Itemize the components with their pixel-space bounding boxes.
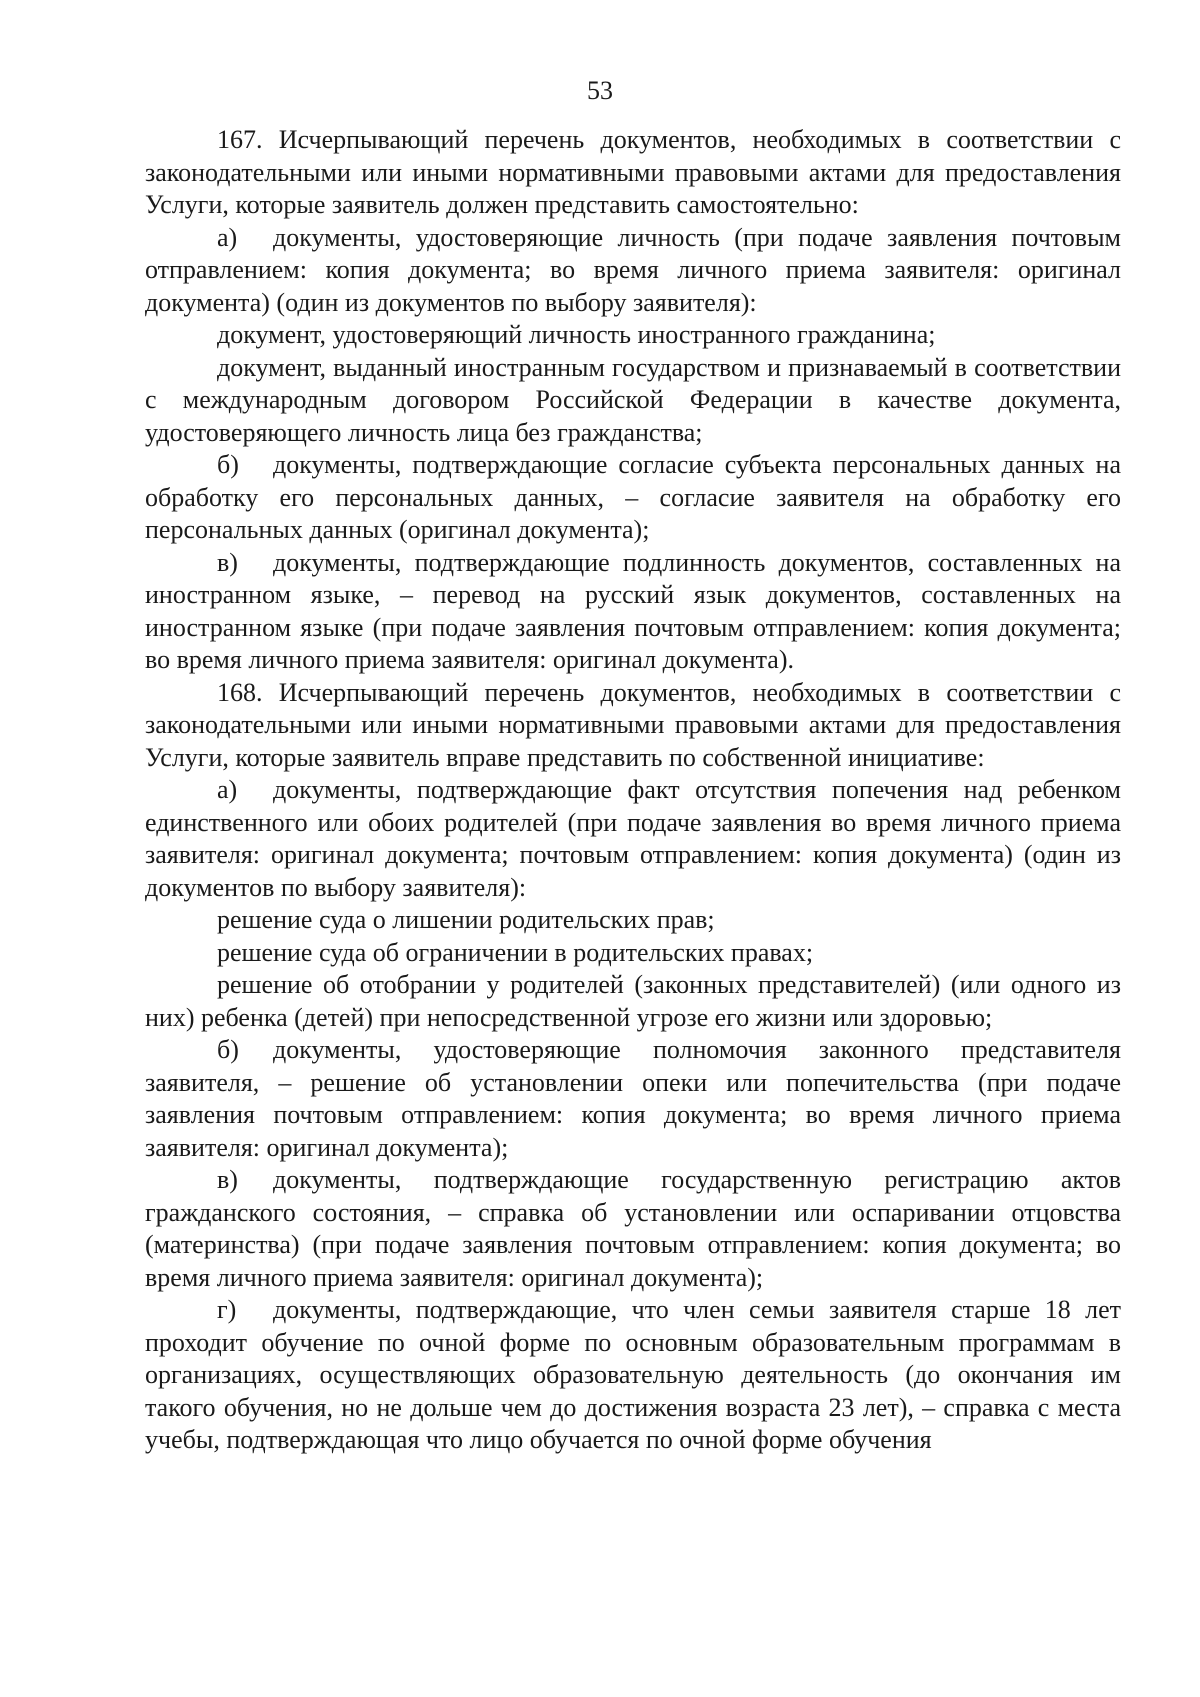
list-item-167-v (145, 547, 1121, 677)
list-item-text: документы, подтверждающие государственную регистрацию актов гражданского состояния, – справка об установлении или оспаривании отцовства (материнства) (при подаче заявления почтовым отправлением: копия документа; во время личного приема заявителя: оригинал документа); (145, 1165, 1121, 1292)
list-item-text: документы, подтверждающие факт отсутствия попечения над ребенком единственного или обоих родителей (при подаче заявления во время личного приема заявителя: оригинал документа; почтовым отправлением: копия документа) (один из документов по выбору заявителя): (145, 775, 1121, 902)
paragraph-foreign-id: документ, удостоверяющий личность иностранного гражданина; (217, 320, 936, 349)
list-item-167-a (145, 222, 1121, 320)
list-marker: б) (217, 450, 239, 479)
paragraph-removal-decision: решение об отобрании у родителей (законных представителей) (или одного из них) ребенка (детей) при непосредственной угрозе его жизни или здоровью; (145, 970, 1121, 1032)
list-marker: г) (217, 1295, 237, 1324)
page-number: 53 (587, 76, 613, 105)
list-item-text: документы, подтверждающие подлинность документов, составленных на иностранном языке, – перевод на русский язык документов, составленных на иностранном языке (при подаче заявления почтовым отправлением: копия документа; во время личного приема заявителя: оригинал документа). (145, 547, 1121, 674)
paragraph-court-deprivation: решение суда о лишении родительских прав; (217, 905, 715, 934)
list-item-167-b (145, 449, 1121, 547)
list-marker: в) (217, 1165, 238, 1194)
document-body (145, 124, 1121, 1457)
list-item-text: документы, удостоверяющие личность (при подаче заявления почтовым отправлением: копия документа; во время личного приема заявителя: оригинал документа) (один из документов по выбору заявителя): (145, 222, 1121, 317)
list-marker: а) (217, 775, 238, 804)
paragraph-stateless-id: документ, выданный иностранным государством и признаваемый в соответствии с международным договором Российской Федерации в качестве документа, удостоверяющего личность лица без гражданства; (145, 352, 1121, 447)
paragraph-court-restriction: решение суда об ограничении в родительских правах; (217, 937, 814, 967)
list-item-text: документы, подтверждающие, что член семьи заявителя старше 18 лет проходит обучение по очной форме по основным образовательным программам в организациях, осуществляющих образовательную деятельность (до окончания им такого обучения, но не дольше чем до достижения возраста 23 лет), – справка с места учебы, подтверждающая что лицо обучается по очной форме обучения (145, 1295, 1121, 1454)
list-item-text: документы, подтверждающие согласие субъекта персональных данных на обработку его персональных данных, – согласие заявителя на обработку его персональных данных (оригинал документа); (145, 450, 1121, 544)
list-item-168-g (145, 1294, 1121, 1457)
list-item-text: документы, удостоверяющие полномочия законного представителя заявителя, – решение об установлении опеки или попечительства (при подаче заявления почтовым отправлением: копия документа; во время личного приема заявителя: оригинал документа); (145, 1035, 1121, 1162)
list-item-168-v (145, 1164, 1121, 1294)
list-item-168-a (145, 774, 1121, 904)
list-marker: а) (217, 222, 238, 252)
list-marker: в) (217, 547, 238, 577)
list-marker: б) (217, 1035, 239, 1064)
paragraph-167-intro: 167. Исчерпывающий перечень документов, необходимых в соответствии с законодательными или иными нормативными правовыми актами для предоставления Услуги, которые заявитель должен представить самостоятельно: (145, 125, 1121, 219)
list-item-168-b (145, 1034, 1121, 1164)
paragraph-168-intro: 168. Исчерпывающий перечень документов, необходимых в соответствии с законодательными или иными нормативными правовыми актами для предоставления Услуги, которые заявитель вправе представить по собственной инициативе: (145, 677, 1121, 772)
